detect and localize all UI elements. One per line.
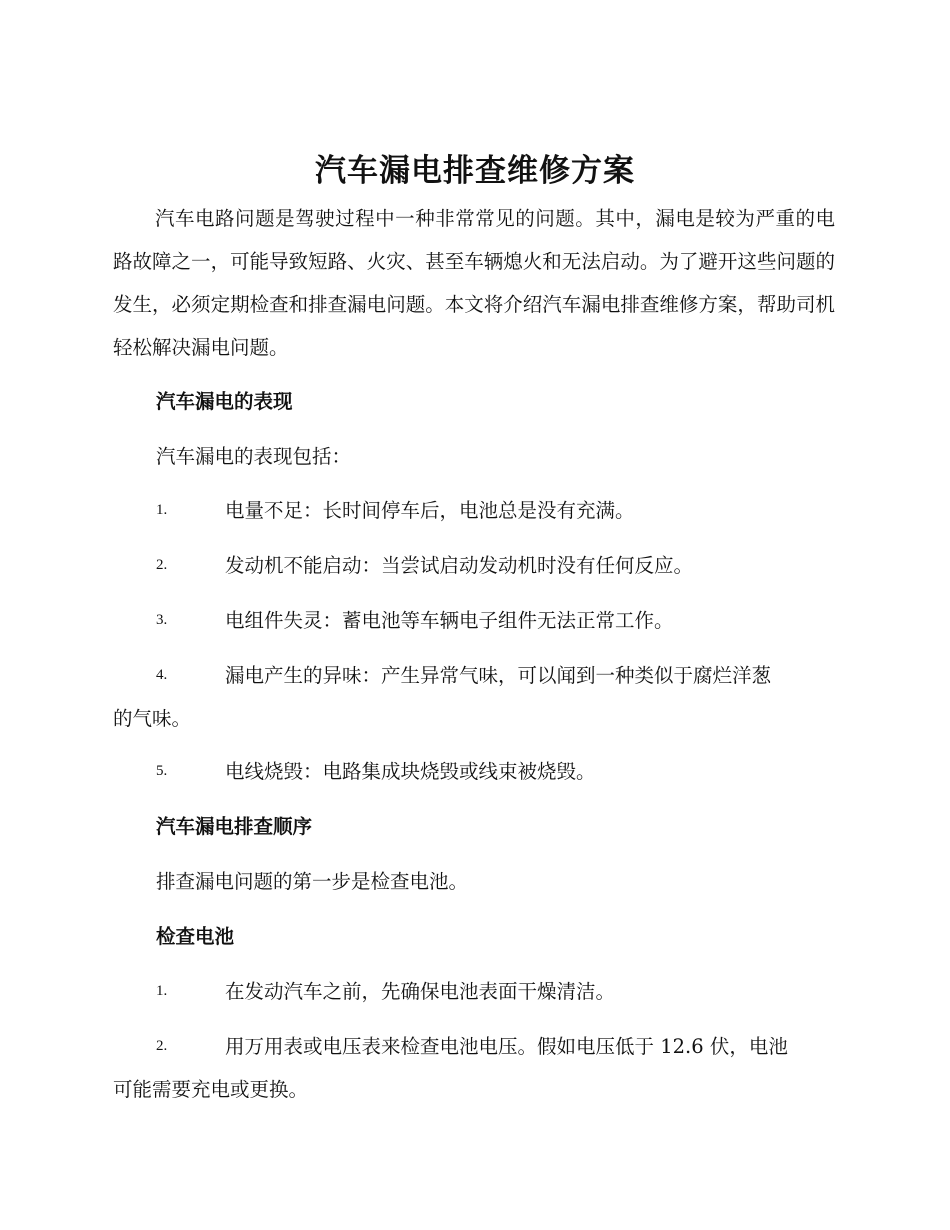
list-number: 2. [156, 1038, 168, 1054]
list-text-continuation: 的气味。 [113, 707, 192, 730]
list-item [113, 970, 835, 1013]
list-number: 1. [156, 983, 168, 999]
list-text: 在发动汽车之前，先确保电池表面干燥清洁。 [225, 980, 616, 1003]
list-number: 2. [156, 557, 168, 573]
symptoms-lead: 汽车漏电的表现包括： [156, 445, 352, 468]
list-text-continuation: 可能需要充电或更换。 [113, 1078, 309, 1101]
list-number: 1. [156, 502, 168, 518]
list-text: 用万用表或电压表来检查电池电压。假如电压低于 12.6 伏，电池 [225, 1035, 788, 1058]
document-title: 汽车漏电排查维修方案 [315, 153, 635, 189]
list-number: 3. [156, 612, 168, 628]
list-item [113, 1025, 835, 1111]
list-item [113, 489, 835, 532]
list-text: 电组件失灵：蓄电池等车辆电子组件无法正常工作。 [225, 609, 674, 632]
order-lead: 排查漏电问题的第一步是检查电池。 [156, 870, 469, 893]
section-heading-order: 汽车漏电排查顺序 [156, 815, 313, 838]
list-text: 漏电产生的异味：产生异常气味，可以闻到一种类似于腐烂洋葱 [225, 664, 772, 687]
list-number: 4. [156, 667, 168, 683]
list-text: 电量不足：长时间停车后，电池总是没有充满。 [225, 499, 635, 522]
list-number: 5. [156, 763, 168, 779]
list-item [113, 599, 835, 642]
list-item [113, 750, 835, 793]
list-item [113, 654, 835, 740]
list-text: 电线烧毁：电路集成块烧毁或线束被烧毁。 [225, 760, 596, 783]
section-heading-symptoms: 汽车漏电的表现 [156, 390, 293, 413]
intro-paragraph: 汽车电路问题是驾驶过程中一种非常常见的问题。其中，漏电是较为严重的电路故障之一，可能导致短路、火灾、甚至车辆熄火和无法启动。为了避开这些问题的发生，必须定期检查和排查漏电问题。本文将介绍汽车漏电排查维修方案，帮助司机轻松解决漏电问题。 [113, 207, 835, 359]
section-heading-battery: 检查电池 [156, 925, 235, 948]
list-item [113, 544, 835, 587]
list-text: 发动机不能启动：当尝试启动发动机时没有任何反应。 [225, 554, 694, 577]
